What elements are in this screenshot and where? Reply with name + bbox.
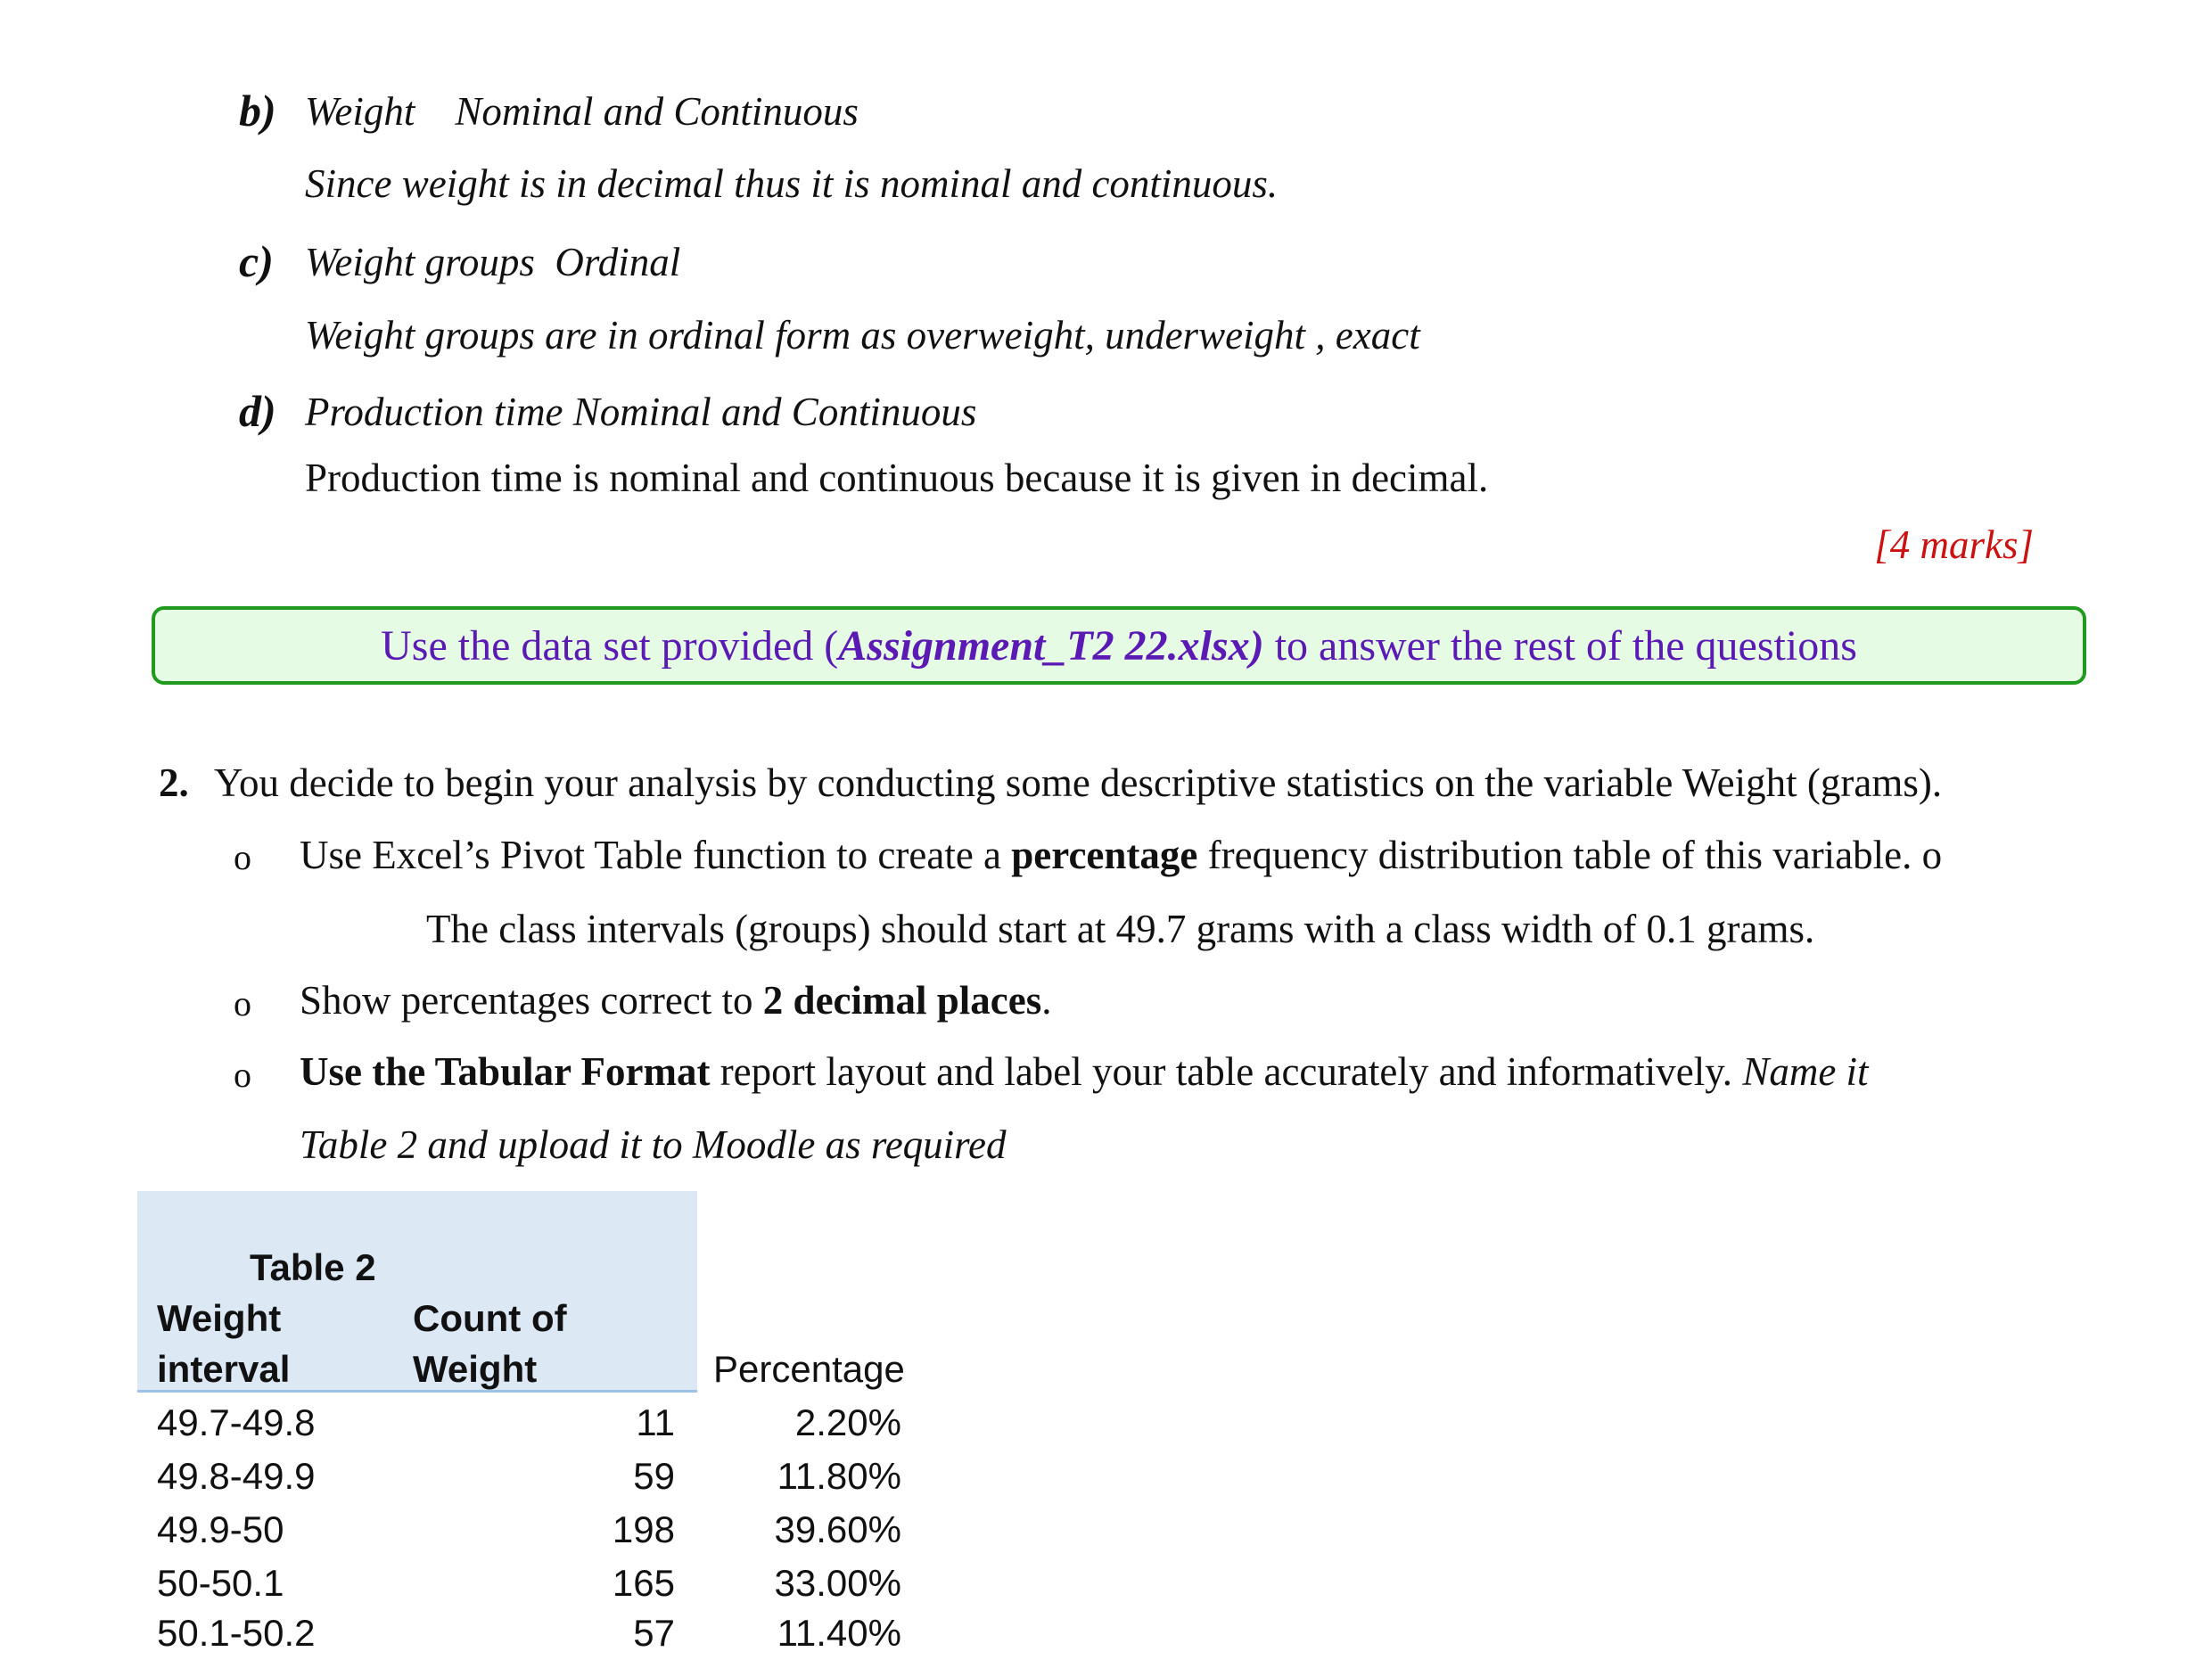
table-row-4-interval: 50-50.1 — [157, 1562, 284, 1604]
answer-d-title: Production time Nominal and Continuous — [305, 390, 977, 434]
answer-b-title: Weight Nominal and Continuous — [305, 89, 859, 134]
table-row-3-count: 198 — [612, 1508, 675, 1550]
notice-prefix: Use the data set provided ( — [381, 621, 839, 670]
bullet-1-pre: Use Excel’s Pivot Table function to create a — [300, 833, 1012, 877]
table-row-5-percentage: 11.40% — [777, 1612, 901, 1654]
notice-file-name: Assignment_T2 22.xlsx) — [838, 621, 1264, 670]
table-row-4-count: 165 — [612, 1562, 675, 1604]
answer-d-explanation: Production time is nominal and continuous because it is given in decimal. — [305, 456, 1489, 500]
bullet-2-text — [300, 977, 1052, 1023]
dataset-notice-box — [152, 606, 2086, 685]
bullet-3-marker: o — [234, 1055, 251, 1095]
bullet-3-text — [300, 1048, 1869, 1095]
bullet-1-text — [300, 832, 1942, 878]
table-row-2-count: 59 — [633, 1455, 675, 1497]
bullet-1-marker: o — [234, 837, 251, 877]
bullet-2-post: . — [1041, 978, 1052, 1023]
answer-c-label: c) — [239, 236, 274, 286]
header-percentage: Percentage — [713, 1348, 905, 1390]
table-row-3-percentage: 39.60% — [774, 1508, 901, 1550]
answer-d-label: d) — [239, 386, 276, 436]
bullet-3-bold: Use the Tabular Format — [300, 1049, 711, 1094]
question-number: 2. — [159, 760, 189, 805]
bullet-2-pre: Show percentages correct to — [300, 978, 763, 1023]
header-weight-line2: interval — [157, 1348, 291, 1390]
table-row-1-percentage: 2.20% — [794, 1401, 901, 1443]
notice-suffix: to answer the rest of the questions — [1263, 621, 1857, 670]
answer-b-label: b) — [239, 86, 276, 136]
table-title: Table 2 — [250, 1246, 376, 1288]
table-row-5-interval: 50.1-50.2 — [157, 1612, 316, 1654]
bullet-3-italic-line2: Table 2 and upload it to Moodle as required — [300, 1122, 1007, 1167]
bullet-3-post: report layout and label your table accurately and informatively. — [710, 1049, 1743, 1094]
header-weight-line1: Weight — [157, 1297, 282, 1339]
bullet-1-post: frequency distribution table of this variable. o — [1197, 833, 1943, 877]
table-row-5-count: 57 — [633, 1612, 675, 1654]
answer-c-explanation: Weight groups are in ordinal form as overweight, underweight , exact — [305, 313, 1420, 357]
bullet-1-continuation: The class intervals (groups) should start at 49.7 grams with a class width of 0.1 grams. — [426, 907, 1815, 951]
table-row-2-interval: 49.8-49.9 — [157, 1455, 316, 1497]
bullet-2-marker: o — [234, 983, 251, 1023]
table-row-1-count: 11 — [636, 1401, 675, 1443]
marks-label: [4 marks] — [1874, 522, 2034, 567]
header-count-line1: Count of — [413, 1297, 567, 1339]
table-row-4-percentage: 33.00% — [774, 1562, 901, 1604]
answer-c-title: Weight groups Ordinal — [305, 240, 681, 284]
bullet-3-italic: Name it — [1742, 1049, 1869, 1094]
bullet-2-bold: 2 decimal places — [762, 978, 1042, 1023]
question-text: You decide to begin your analysis by conducting some descriptive statistics on the variable Weight (grams). — [214, 760, 1943, 805]
table-row-1-interval: 49.7-49.8 — [157, 1401, 316, 1443]
bullet-1-bold: percentage — [1011, 833, 1198, 877]
answer-b-explanation: Since weight is in decimal thus it is nominal and continuous. — [305, 161, 1279, 206]
table-row-2-percentage: 11.80% — [777, 1455, 901, 1497]
header-count-line2: Weight — [413, 1348, 538, 1390]
table-row-3-interval: 49.9-50 — [157, 1508, 284, 1550]
